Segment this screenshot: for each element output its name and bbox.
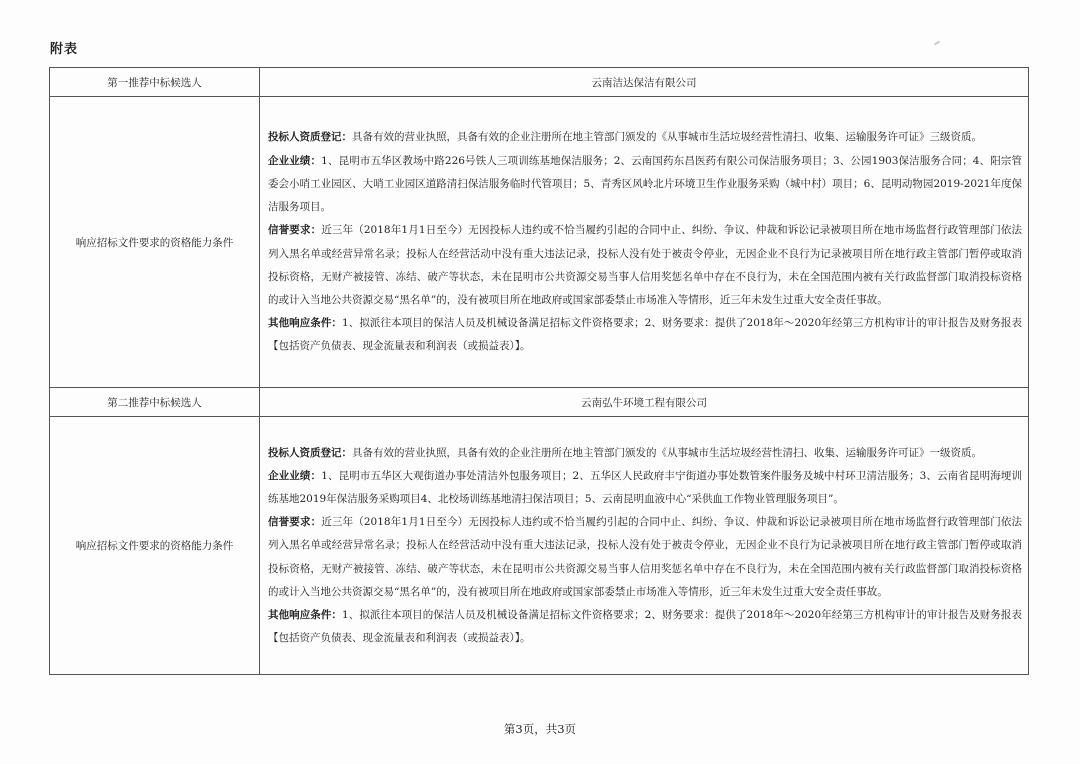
item-text: 具备有效的营业执照，具备有效的企业注册所在地主管部门颁发的《从事城市生活垃圾经营性清扫、收集、运输服务许可证》三级资质。 (352, 131, 982, 144)
item-text: 近三年（2018年1月1日至今）无因投标人违约或不恰当履约引起的合同中止、纠纷、争议、仲裁和诉讼记录被项目所在地市场监督行政管理部门依法列入黑名单或经营异常名录；投标人在经营活动中没有重大违法记录，投标人没有处于被责令停业，无因企业不良行为记录被项目所在地行政主管部门暂停或取消投标资格，无财产被接管、冻结、破产等状态，未在昆明市公共资源交易当事人信用奖惩名单中存在不良行为，未在全国范围内被有关行政监督部门取消投标资格的或计入当地公共资源交易“黑名单”的，没有被项目所在地政府或国家部委禁止市场准入等情形，近三年未发生过重大安全责任事故。 (268, 224, 1022, 306)
item-term: 投标人资质登记： (268, 446, 352, 459)
candidate-2-header-row (50, 388, 1029, 417)
performance-item (268, 150, 1022, 220)
other-conditions-item (268, 312, 1022, 358)
item-term: 其他响应条件： (268, 317, 342, 330)
candidate-2-qualification-label: 响应招标文件要求的资格能力条件 (50, 417, 260, 675)
item-term: 其他响应条件： (268, 609, 342, 621)
candidate-2-rank-label: 第二推荐中标候选人 (50, 388, 260, 417)
candidate-table (49, 67, 1029, 675)
item-term: 投标人资质登记： (268, 131, 352, 144)
item-term: 企业业绩： (268, 469, 322, 482)
scan-speck (934, 41, 940, 46)
item-text: 1、昆明市五华区教场中路226号铁人三项训练基地保洁服务；2、云南国药东昌医药有限公司保洁服务项目；3、公园1903保洁服务合同；4、阳宗管委会小哨工业园区、大哨工业园区道路清扫保洁服务临时代管项目；5、青秀区风岭北片环境卫生作业服务采购（城中村）项目；6、昆明动物园2019-2021年度保洁服务项目。 (268, 154, 1023, 214)
performance-item (268, 465, 1022, 511)
qualification-item (268, 126, 1022, 149)
page-heading: 附表 (50, 42, 79, 57)
item-text: 具备有效的营业执照，具备有效的企业注册所在地主管部门颁发的《从事城市生活垃圾经营性清扫、收集、运输服务许可证》一级资质。 (352, 446, 982, 459)
item-term: 企业业绩： (268, 154, 322, 167)
item-text: 1、拟派往本项目的保洁人员及机械设备满足招标文件资格要求；2、财务要求：提供了2018年～2020年经第三方机构审计的审计报告及财务报表【包括资产负债表、现金流量表和利润表（或损益表）】。 (268, 609, 1022, 645)
candidate-1-company-name: 云南洁达保洁有限公司 (260, 68, 1029, 97)
candidate-2-qualification-row (50, 417, 1029, 675)
credibility-item (268, 511, 1022, 604)
item-text: 1、昆明市五华区大观街道办事处清洁外包服务项目；2、五华区人民政府丰宁街道办事处数管案件服务及城中村环卫清洁服务；3、云南省昆明海埂训练基地2019年保洁服务采购项目4、北校场训练基地清扫保洁项目；5、云南昆明血液中心“采供血工作物业管理服务项目”。 (268, 469, 1022, 505)
candidate-1-header-row (50, 68, 1029, 97)
credibility-item (268, 219, 1022, 312)
item-term: 信誉要求： (268, 516, 322, 529)
item-text: 近三年（2018年1月1日至今）无因投标人违约或不恰当履约引起的合同中止、纠纷、争议、仲裁和诉讼记录被项目所在地市场监督行政管理部门依法列入黑名单或经营异常名录；投标人在经营活动中没有重大违法记录，投标人没有处于被责令停业，无因企业不良行为记录被项目所在地行政主管部门暂停或取消投标资格，无财产被接管、冻结、破产等状态，未在昆明市公共资源交易当事人信用奖惩名单中存在不良行为，未在全国范围内被有关行政监督部门取消投标资格的或计入当地公共资源交易“黑名单”的，没有被项目所在地政府或国家部委禁止市场准入等情形，近三年未发生过重大安全责任事故。 (268, 516, 1022, 598)
candidate-1-rank-label: 第一推荐中标候选人 (50, 68, 260, 97)
candidate-1-qualification-label: 响应招标文件要求的资格能力条件 (50, 97, 260, 388)
page-number: 第3页，共3页 (503, 722, 577, 736)
item-text: 1、拟派往本项目的保洁人员及机械设备满足招标文件资格要求；2、财务要求：提供了2018年～2020年经第三方机构审计的审计报告及财务报表【包括资产负债表、现金流量表和利润表（或损益表）】。 (268, 317, 1022, 353)
candidate-2-company-name: 云南弘牛环境工程有限公司 (260, 388, 1029, 417)
candidate-1-qualification-row (50, 97, 1029, 388)
item-term: 信誉要求： (268, 224, 322, 237)
candidate-1-qualification-details (260, 97, 1029, 388)
qualification-item (268, 442, 1022, 465)
other-conditions-item (268, 604, 1022, 650)
candidate-2-qualification-details (260, 417, 1029, 675)
